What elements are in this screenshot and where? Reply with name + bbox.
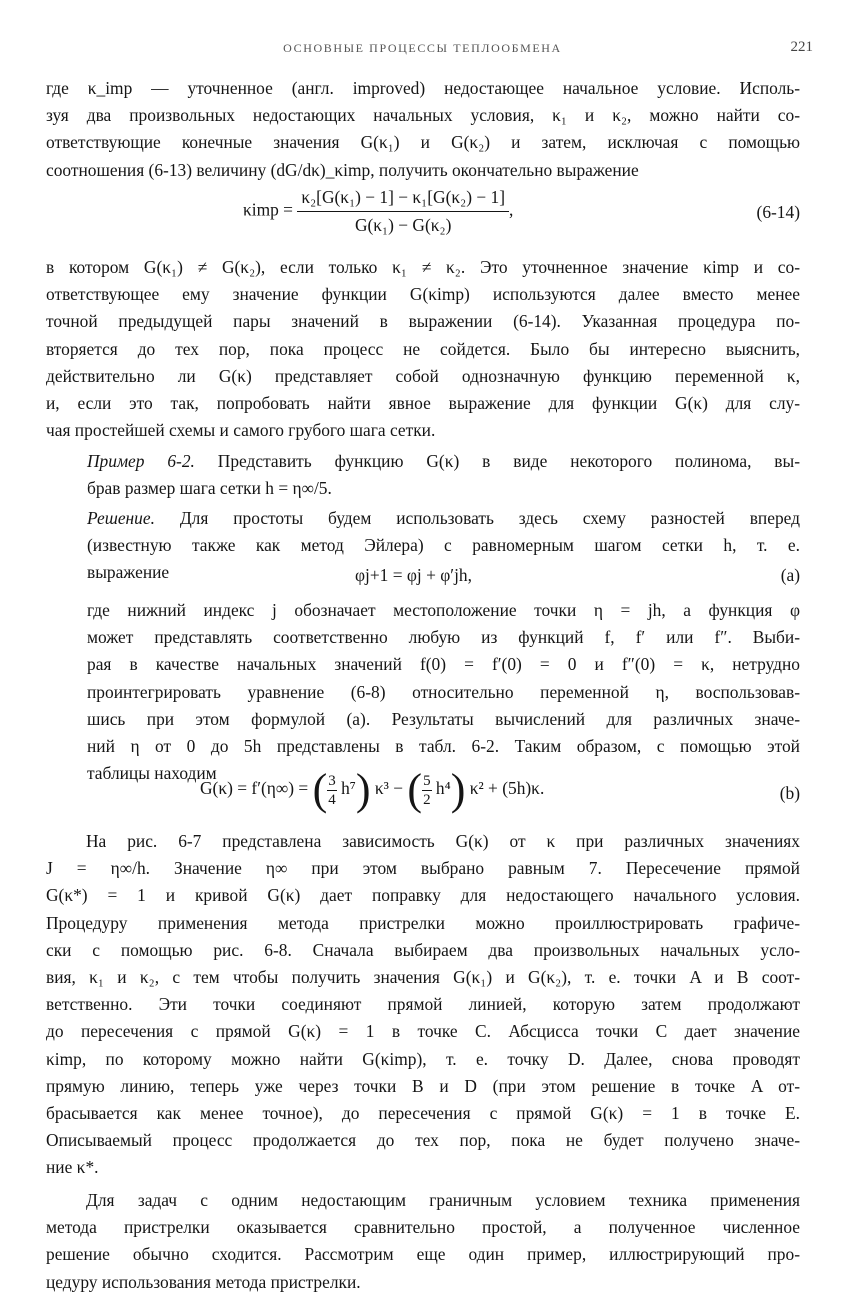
- example-6-2: [87, 448, 800, 502]
- text-line: где κ_imp — уточненное (англ. improved) недостающее начальное условие. Исполь-: [46, 78, 800, 98]
- solution-title: Решение.: [87, 508, 155, 528]
- equation-a: φj+1 = φj + φ′jh,: [355, 565, 472, 585]
- text-line: брасывается как менее точное), до пересечения с прямой G(κ) = 1 в точке E.: [46, 1102, 800, 1123]
- equation-label: (b): [779, 783, 800, 803]
- text-line: Описываемый процесс продолжается до тех пор, пока не будет получено значе-: [46, 1130, 800, 1151]
- text-line: ответствующие конечные значения G(κ₁) и G(κ₂) и затем, исключая с помощью: [46, 132, 800, 153]
- equation-6-14: κimp = $\frac{\text{κ₂[G(κ₁) − 1] − κ₁[G(κ₂) − 1]}}{\text{G(κ₁) − G(κ₂)}}$ ,: [243, 187, 514, 235]
- text-line: ние κ*.: [46, 1157, 99, 1178]
- text-line: шись при этом формулой (a). Результаты вычислений для различных значе-: [87, 708, 800, 729]
- text-line: брав размер шага сетки h = η∞/5.: [87, 478, 332, 499]
- example-title: Пример 6-2.: [87, 451, 195, 471]
- text-line: метода пристрелки оказывается сравнительно простой, а полученное численное: [46, 1217, 800, 1238]
- paragraph-4: [46, 828, 800, 1181]
- text-line: Процедуру применения метода пристрелки можно проиллюстрировать графиче-: [46, 912, 800, 933]
- text-line: действительно ли G(κ) представляет собой однозначную функцию переменной κ,: [46, 365, 800, 386]
- text-line: κimp, по которому можно найти G(κimp), т. е. точку D. Далее, снова проводят: [46, 1048, 800, 1069]
- text-line: (известную также как метод Эйлера) с равномерным шагом сетки h, т. е.: [87, 535, 800, 556]
- text-line: чая простейшей схемы и самого грубого шага сетки.: [46, 420, 436, 441]
- eq-fraction: [297, 187, 509, 236]
- text-line: зуя два произвольных недостающих начальных условия, κ₁ и κ₂, можно найти со-: [46, 105, 800, 126]
- paragraph-1: [46, 75, 800, 184]
- text-line: рая в качестве начальных значений f(0) = f′(0) = 0 и f″(0) = κ, нетрудно: [87, 654, 800, 675]
- text-line: вия, κ₁ и κ₂, с тем чтобы получить значения G(κ₁) и G(κ₂), т. е. точки A и B соот-: [46, 966, 800, 987]
- eq-lhs: G(κ) = f′(η∞) =: [200, 778, 309, 798]
- text-line: цедуру использования метода пристрелки.: [46, 1271, 361, 1292]
- eq-lhs: κimp =: [243, 199, 293, 220]
- page-header: [0, 38, 845, 60]
- text-line: ски с помощью рис. 6-8. Сначала выбираем два произвольных начальных усло-: [46, 939, 800, 960]
- eq-denominator: G(κ₁) − G(κ₂): [354, 215, 452, 235]
- eq-numerator: κ₂[G(κ₁) − 1] − κ₁[G(κ₂) − 1]: [297, 187, 509, 212]
- text-line: соотношения (6-13) величину (dG/dκ)_κimp, получить окончательно выражение: [46, 159, 639, 180]
- text-line: J = η∞/h. Значение η∞ при этом выбрано равным 7. Пересечение прямой: [46, 858, 800, 879]
- text-line: может представлять соответственно любую из функций f, f′ или f″. Выби-: [87, 627, 800, 648]
- text-line: таблицы находим: [87, 763, 217, 784]
- text-line: и, если это так, попробовать найти явное выражение для функции G(κ) для слу-: [46, 392, 800, 413]
- text-line: выражение: [87, 562, 170, 583]
- text-line: ний η от 0 до 5h представлены в табл. 6-2. Таким образом, с помощью этой: [87, 735, 800, 756]
- paragraph-2: [46, 254, 800, 444]
- text-line: до пересечения с прямой G(κ) = 1 в точке C. Абсцисса точки C дает значение: [46, 1021, 800, 1042]
- equation-label: (6-14): [756, 202, 800, 222]
- text-line: в котором G(κ₁) ≠ G(κ₂), если только κ₁ ≠ κ₂. Это уточненное значение κimp и со-: [46, 257, 800, 277]
- paragraph-3: [87, 597, 800, 787]
- text-line: прямую линию, теперь уже через точки B и D (при этом решение в точке A от-: [46, 1075, 800, 1096]
- text-line: Решение. Для простоты будем использовать здесь схему разностей вперед: [87, 508, 800, 528]
- paragraph-5: [46, 1187, 800, 1296]
- text-line: ответствующее ему значение функции G(κimp) используются далее вместо менее: [46, 284, 800, 305]
- text-line: вторяется до тех пор, пока процесс не сойдется. Было бы интересно выяснить,: [46, 338, 800, 359]
- running-title: ОСНОВНЫЕ ПРОЦЕССЫ ТЕПЛООБМЕНА: [283, 41, 562, 55]
- equation-label: (a): [780, 565, 800, 585]
- text-line: где нижний индекс j обозначает местоположение точки η = jh, а функция φ: [87, 600, 800, 620]
- text-line: Для задач с одним недостающим граничным условием техника применения: [86, 1190, 800, 1210]
- text-line: На рис. 6-7 представлена зависимость G(κ) от κ при различных значениях: [86, 831, 800, 851]
- text-line: точной предыдущей пары значений в выражении (6-14). Указанная процедура по-: [46, 311, 800, 332]
- equation-b: G(κ) = f′(η∞) = ( $\frac{3}{4}$ h⁷) κ³ − ( $\frac{5}{2}$ h⁴) κ² + (5h)κ.: [200, 765, 545, 814]
- text-line: Пример 6-2. Представить функцию G(κ) в виде некоторого полинома, вы-: [87, 451, 800, 471]
- text-line: проинтегрировать уравнение (6-8) относительно переменной η, воспользовав-: [87, 681, 800, 702]
- text-line: G(κ*) = 1 и кривой G(κ) дает поправку для недостающего начального условия.: [46, 885, 800, 906]
- text-line: ветственно. Эти точки соединяют прямой линией, которую затем продолжают: [46, 994, 800, 1015]
- page-number: 221: [790, 39, 813, 55]
- text-line: решение обычно сходится. Рассмотрим еще один пример, иллюстрирующий про-: [46, 1244, 800, 1265]
